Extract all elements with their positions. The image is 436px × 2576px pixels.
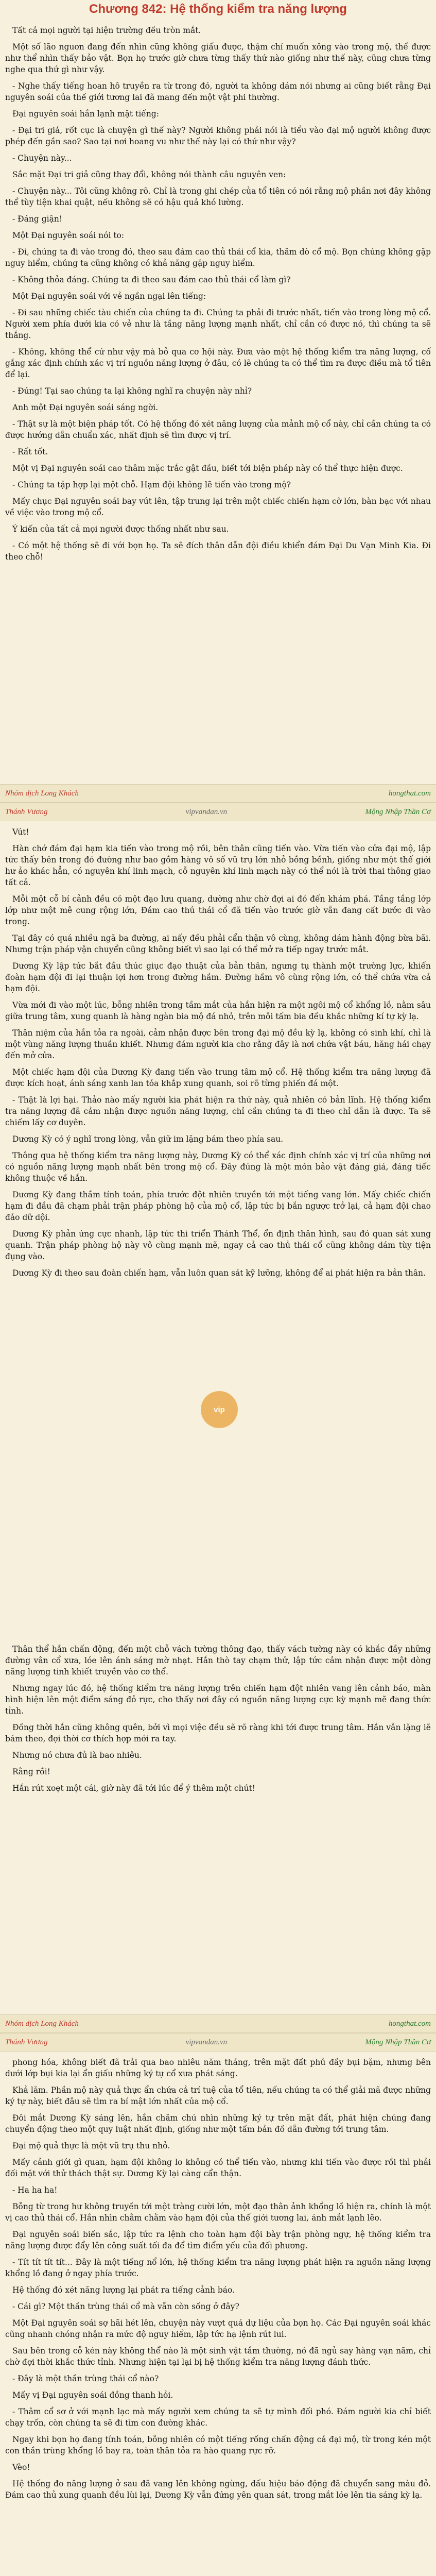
- paragraph: Một số lão nguơn đang đến nhìn cũng không giấu được, thậm chí muốn xông vào trong mộ, thế được như thể nhìn thấy bảo vật. Bọn họ trước giờ chưa từng thấy thứ nào giống như thế này, cũng chưa từng nghe qua thứ gì như vậy.: [5, 42, 431, 74]
- paragraph: Nhưng ngay lúc đó, hệ thống kiểm tra năng lượng trên chiến hạm đột nhiên vang lên cảnh báo, màn hình hiện lên một điểm sáng đỏ rực, cho thấy nơi đây có nguồn năng lượng cực kỳ mạnh mẽ đang thức tỉnh.: [5, 1684, 431, 1716]
- site-label: hongthat.com: [388, 2019, 431, 2028]
- paragraph: Tất cả mọi người tại hiện trường đều tròn mắt.: [12, 26, 201, 35]
- paragraph: Hệ thống đó xét năng lượng lại phát ra tiếng cảnh báo.: [12, 2285, 235, 2295]
- paragraph: Một chiếc hạm đội của Dương Kỳ đang tiến vào trung tâm mộ cổ. Hệ thống kiểm tra năng lượng đã được kích hoạt, ánh sáng xanh lan tỏa khắp xung quanh, soi rõ từng phiến đá một.: [5, 1067, 431, 1088]
- paragraph: Đại mộ quả thực là một vũ trụ thu nhỏ.: [12, 2141, 170, 2150]
- chapter-section-3: [5, 1643, 431, 2004]
- paragraph: Nhưng nó chưa đủ là bao nhiêu.: [12, 1751, 142, 1760]
- paragraph: Đại nguyên soái hắn lạnh mặt tiếng:: [12, 109, 159, 118]
- paragraph: Thông qua hệ thống kiểm tra năng lượng này, Dương Kỳ có thể xác định chính xác vị trí của những nơi có nguồn năng lượng mạnh nhất bên trong mộ cổ. Đây đúng là một món bảo vật đáng giá, đáng tiếc không thuộc về hắn.: [5, 1151, 431, 1183]
- site-label: hongthat.com: [388, 789, 431, 798]
- chapter-title: Chương 842: Hệ thống kiểm tra năng lượng: [89, 2, 347, 16]
- paragraph: Một Đại nguyên soái với vẻ ngần ngại lên tiếng:: [12, 292, 206, 301]
- paragraph: Một Đại nguyên soái sợ hãi hét lên, chuyện này vượt quá dự liệu của bọn họ. Các Đại nguyên soái khác cũng nhanh chóng nhận ra mức độ nguy hiểm, lập tức hạ lệnh rút lui.: [5, 2318, 431, 2339]
- paragraph: Ngay khi bọn họ đang tính toán, bỗng nhiên có một tiếng rống chấn động cả đại mộ, từ trong kén một con thần trùng khổng lồ bay ra, toàn thân tỏa ra hào quang rực rỡ.: [5, 2435, 431, 2455]
- paragraph: Mấy cảnh giới gì quan, hạm đội không lo không có thể tiến vào, nhưng khi tiến vào được rồi thì phải đối mặt với thử thách thật sự. Dương Kỳ lại càng cẩn thận.: [5, 2158, 431, 2178]
- chapter-section-4: [5, 2057, 431, 2576]
- paragraph: - Chuyện này... Tôi cũng không rõ. Chỉ là trong ghi chép của tổ tiên có nói rằng mộ phần nơi đây không thể tùy tiện khai quật, nếu không sẽ có hậu quả khó lường.: [5, 187, 431, 207]
- author-label: Mộng Nhập Thần Cơ: [365, 807, 431, 816]
- paragraph: - Không thỏa đáng. Chúng ta đi theo sau đám cao thủ thái cổ làm gì?: [12, 275, 291, 284]
- paragraph: - Đại tri giả, rốt cục là chuyện gì thế này? Người không phải nói là tiểu vào đại mộ người không được phép đến gần sao? Sao tại nơi hoang vu như thế này lại có thứ như vậy?: [5, 126, 431, 146]
- paragraph: Một Đại nguyên soái nói to:: [12, 231, 125, 240]
- page-header: [0, 803, 436, 821]
- paragraph: - Đi, chúng ta đi vào trong đó, theo sau đám cao thủ thái cổ kia, thăm dò cổ mộ. Bọn chúng không gặp nguy hiểm, chúng ta cũng không có khả năng gặp nguy hiểm.: [5, 247, 431, 268]
- paragraph: Vút!: [12, 827, 29, 837]
- paragraph: - Đáng giận!: [12, 214, 63, 224]
- paragraph: Dương Kỳ lập tức bắt đầu thúc giục đạo thuật của bản thân, ngưng tụ thành một trường lực, khiến đoàn hạm đội đi lại thuận lợi hơn trong đường hầm. Đường hầm vô cùng rộng lớn, có thể chứa vừa cả hạm đội.: [5, 961, 431, 993]
- paragraph: Mấy vị Đại nguyên soái đồng thanh hỏi.: [12, 2391, 173, 2400]
- paragraph: Dương Kỳ phản ứng cực nhanh, lập tức thi triển Thánh Thể, ổn định thân hình, sau đó quan sát xung quanh. Trận pháp phòng hộ này vô cùng mạnh mẽ, ngay cả cao thủ thái cổ cũng không dám tùy tiện đụng vào.: [5, 1229, 431, 1261]
- paragraph: - Nghe thấy tiếng hoan hô truyền ra từ trong đó, người ta không dám nói nhưng ai cũng biết rằng Đại nguyên soái của thế giới tương lai đã mang đến một vật phi thường.: [5, 81, 431, 102]
- book-title-label: Thánh Vương: [5, 807, 48, 816]
- page-header: [0, 2033, 436, 2052]
- paragraph: Hàn chớ đám đại hạm kia tiến vào trong mộ rồi, bên thân cũng tiến vào. Vừa tiến vào cửa đại mộ, lập tức thấy bên trong đó đường như bao gồm hàng vô số vũ trụ lớn nhỏ bồng bềnh, giống như một thế giới hư ảo khác hẳn, có nguyên khí linh mạch, cỗ nguyên khí linh mạch này có thể nói là trời thai thông giao tất cả.: [5, 844, 431, 887]
- paragraph: - Rất tốt.: [12, 447, 48, 456]
- chapter-section-2: [5, 826, 431, 1638]
- paragraph: Đồng thời hắn cũng không quên, bởi vì mọi việc đều sẽ rõ ràng khi tới được trung tâm. Hắn vẫn lặng lẽ bám theo, đợi thời cơ thích hợp mới ra tay.: [5, 1723, 431, 1743]
- paragraph: Dương Kỳ có ý nghĩ trong lòng, vẫn giữ im lặng bám theo phía sau.: [12, 1134, 284, 1144]
- site-label: vipvandan.vn: [185, 807, 228, 816]
- paragraph: - Cái gì? Một thần trùng thái cổ mà vẫn còn sống ở đây?: [12, 2302, 239, 2311]
- paragraph: Ý kiến của tất cả mọi người được thống nhất như sau.: [12, 524, 229, 534]
- paragraph: Thân thể hắn chấn động, đến một chỗ vách tường thông đạo, thấy vách tường này có khắc đầy những đường vân cổ xưa, lóe lên ánh sáng mờ nhạt. Hắn thò tay chạm thử, lập tức cảm nhận được một dòng năng lượng tinh khiết truyền vào cơ thể.: [5, 1645, 431, 1676]
- paragraph: - Không, không thể cứ như vậy mà bỏ qua cơ hội này. Đưa vào một hệ thống kiểm tra năng lượng, cố gắng xác định chính xác vị trí nguồn năng lượng ở đâu, có lẽ chúng ta có thể tìm ra được điều mà tổ tiên để lại.: [5, 347, 431, 379]
- paragraph: Dương Kỳ đang thầm tính toán, phía trước đột nhiên truyền tới một tiếng vang lớn. Mấy chiếc chiến hạm đi đầu đã chạm phải trận pháp phòng hộ của mộ cổ, lập tức bị bắn ngược trở lại, cả hạm đội chao đảo dữ dội.: [5, 1190, 431, 1222]
- paragraph: - Chúng ta tập hợp lại một chỗ. Hạm đội không lẽ tiến vào trong mộ?: [12, 480, 291, 489]
- paragraph: - Đây là một thần trùng thái cổ nào?: [12, 2374, 159, 2383]
- author-label: Mộng Nhập Thần Cơ: [365, 2038, 431, 2046]
- paragraph: phong hóa, không biết đã trải qua bao nhiêu năm tháng, trên mặt đất phủ đầy bụi bặm, nhưng bên dưới lớp bụi kia lại ẩn giấu những ký tự cổ xưa phát sáng.: [5, 2058, 431, 2078]
- paragraph: - Ha ha ha!: [12, 2185, 58, 2195]
- paragraph: Vừa mới đi vào một lúc, bỗng nhiên trong tầm mắt của hắn hiện ra một ngôi mộ cổ khổng lồ, nằm sâu giữa trung tâm, xung quanh là hàng ngàn bia mộ đá nhỏ, trên mỗi tấm bia đều khắc những kí tự kỳ lạ.: [5, 1001, 431, 1021]
- paragraph: Hắn rút xoẹt một cái, giờ này đã tới lúc để ý thêm một chút!: [12, 1784, 256, 1793]
- paragraph: Mấy chục Đại nguyên soái bay vút lên, tập trung lại trên một chiếc chiến hạm cỡ lớn, bàn bạc với nhau về việc vào trong mộ cổ.: [5, 497, 431, 517]
- paragraph: Đôi mắt Dương Kỳ sáng lên, hắn chăm chú nhìn những ký tự trên mặt đất, phát hiện chúng đang chuyển động theo một quy luật nhất định, giống như một tấm bản đồ dẫn đường tới trung tâm.: [5, 2113, 431, 2134]
- paragraph: Sắc mặt Đại tri giả cũng thay đổi, không nói thành câu nguyên ven:: [12, 170, 286, 179]
- book-title-label: Thánh Vương: [5, 2038, 48, 2046]
- paragraph: Dương Kỳ đi theo sau đoàn chiến hạm, vẫn luôn quan sát kỹ lưỡng, không để ai phát hiện ra bản thân.: [12, 1268, 426, 1278]
- paragraph: Anh một Đại nguyên soái sáng ngời.: [12, 403, 159, 412]
- paragraph: Vèo!: [12, 2463, 30, 2472]
- paragraph: - Thâm cổ sơ ở với mạnh lạc mà mấy người xem chúng ta sẽ tự mình đối phó. Đám người kia chỉ biết chạy trốn, còn chúng ta sẽ đi tìm con đường khác.: [5, 2407, 431, 2428]
- paragraph: Thân niệm của hắn tỏa ra ngoài, cảm nhận được bên trong đại mộ đều kỳ lạ, không có sinh khí, chỉ là một vùng năng lượng thuần khiết. Nhưng đám người kia cho rằng đây là nơi chứa vật báu, hăng hái chạy đến mở cửa.: [5, 1028, 431, 1060]
- page-separator: [0, 784, 436, 803]
- paragraph: - Thật sự là một biện pháp tốt. Có hệ thống đó xét năng lượng của mảnh mộ cổ này, chỉ cần chúng ta có được hướng dẫn chuẩn xác, nhất định sẽ tìm được vị trí.: [5, 419, 431, 440]
- paragraph: Hệ thống đo năng lượng ở sau đã vang lên không ngừng, dấu hiệu báo động đã chuyển sang màu đỏ. Đám cao thủ xung quanh đều lùi lại, Dương Kỳ vẫn đứng yên quan sát, trong mắt lóe lên tia sáng kỳ lạ.: [5, 2479, 431, 2500]
- chapter-section-1: [5, 25, 431, 778]
- paragraph: - Thật là lợi hại. Thảo nào mấy người kia phát hiện ra thứ này, quả nhiên có bản lĩnh. Hệ thống kiểm tra năng lượng đã cảm nhận được nguồn năng lượng, chỉ cần chúng ta đi theo chỉ dẫn là được. Ta sẽ chiếm lấy cơ duyên.: [5, 1095, 431, 1127]
- site-label: vipvandan.vn: [185, 2038, 228, 2046]
- paragraph: - Đúng! Tại sao chúng ta lại không nghĩ ra chuyện này nhỉ?: [12, 386, 252, 396]
- translator-group-label: Nhóm dịch Long Khách: [5, 2019, 79, 2028]
- paragraph: Đại nguyên soái biến sắc, lập tức ra lệnh cho toàn hạm đội bày trận phòng ngự, hệ thống kiểm tra năng lượng được đẩy lên công suất tối đa để tìm điểm yếu của đối phương.: [5, 2230, 431, 2250]
- paragraph: - Tít tít tít tít... Đây là một tiếng nổ lớn, hệ thống kiểm tra năng lượng phát hiện ra nguồn năng lượng khổng lồ đang ở ngay phía trước.: [5, 2258, 431, 2278]
- paragraph: Một vị Đại nguyên soái cao thâm mặc trắc gật đầu, biết tới biện pháp này có thể thực hiện được.: [12, 464, 403, 473]
- paragraph: Mỗi một cỗ bí cảnh đều có một đạo lưu quang, dường như chờ đợi ai đó đến khám phá. Tầng tầng lớp lớp như một mê cung rộng lớn, Đám cao thủ thái cổ đã tiến vào trước giờ vẫn đang cất bước đi vào trong.: [5, 894, 431, 926]
- paragraph: - Chuyện này...: [12, 154, 72, 163]
- paragraph: Tại đây có quá nhiều ngã ba đường, ai nấy đều phải cẩn thận vô cùng, không dám hành động bừa bãi. Nhưng trận pháp vận chuyển cũng không biết vì sao lại có thể mở ra tiếp ngay trước mắt.: [5, 934, 431, 954]
- paragraph: Khả lăm. Phần mộ này quả thực ẩn chứa cả trí tuệ của tổ tiên, nếu chúng ta có thể giải mã được những ký tự này, biết đâu sẽ tìm ra bí mật lớn nhất của mộ cổ.: [5, 2086, 431, 2106]
- page-separator: [0, 2014, 436, 2033]
- paragraph: Bỗng từ trong hư không truyền tới một tràng cười lớn, một đạo thân ảnh khổng lồ hiện ra, chính là một vị cao thủ thái cổ. Hắn nhìn chằm chằm vào hạm đội của thế giới tương lai, ánh mắt lạnh lẽo.: [5, 2202, 431, 2223]
- paragraph: - Đi sau những chiếc tàu chiến của chúng ta đi. Chúng ta phải đi trước nhất, tiến vào trong lòng mộ cổ. Người xem phía dưới kia có vẻ như là tầng năng lượng mạnh nhất, chỉ cần có được nó, thì chúng ta sẽ thắng.: [5, 308, 431, 340]
- paragraph: - Có một hệ thống sẽ đi với bọn họ. Ta sẽ đích thân dẫn đội điều khiển đám Đại Du Vạn Minh Kia. Đi theo chỗ!: [5, 541, 431, 562]
- paragraph: Sau bên trong cỗ kén này không thể nào là một sinh vật tầm thường, nó đã ngủ say hàng vạn năm, chỉ chờ đợi thời khắc thức tỉnh. Nhưng hiện tại lại bị hệ thống kiểm tra năng lượng đánh thức.: [5, 2346, 431, 2367]
- watermark-logo: vip: [201, 1391, 238, 1428]
- translator-group-label: Nhóm dịch Long Khách: [5, 789, 79, 798]
- paragraph: Rằng rồi!: [12, 1767, 50, 1776]
